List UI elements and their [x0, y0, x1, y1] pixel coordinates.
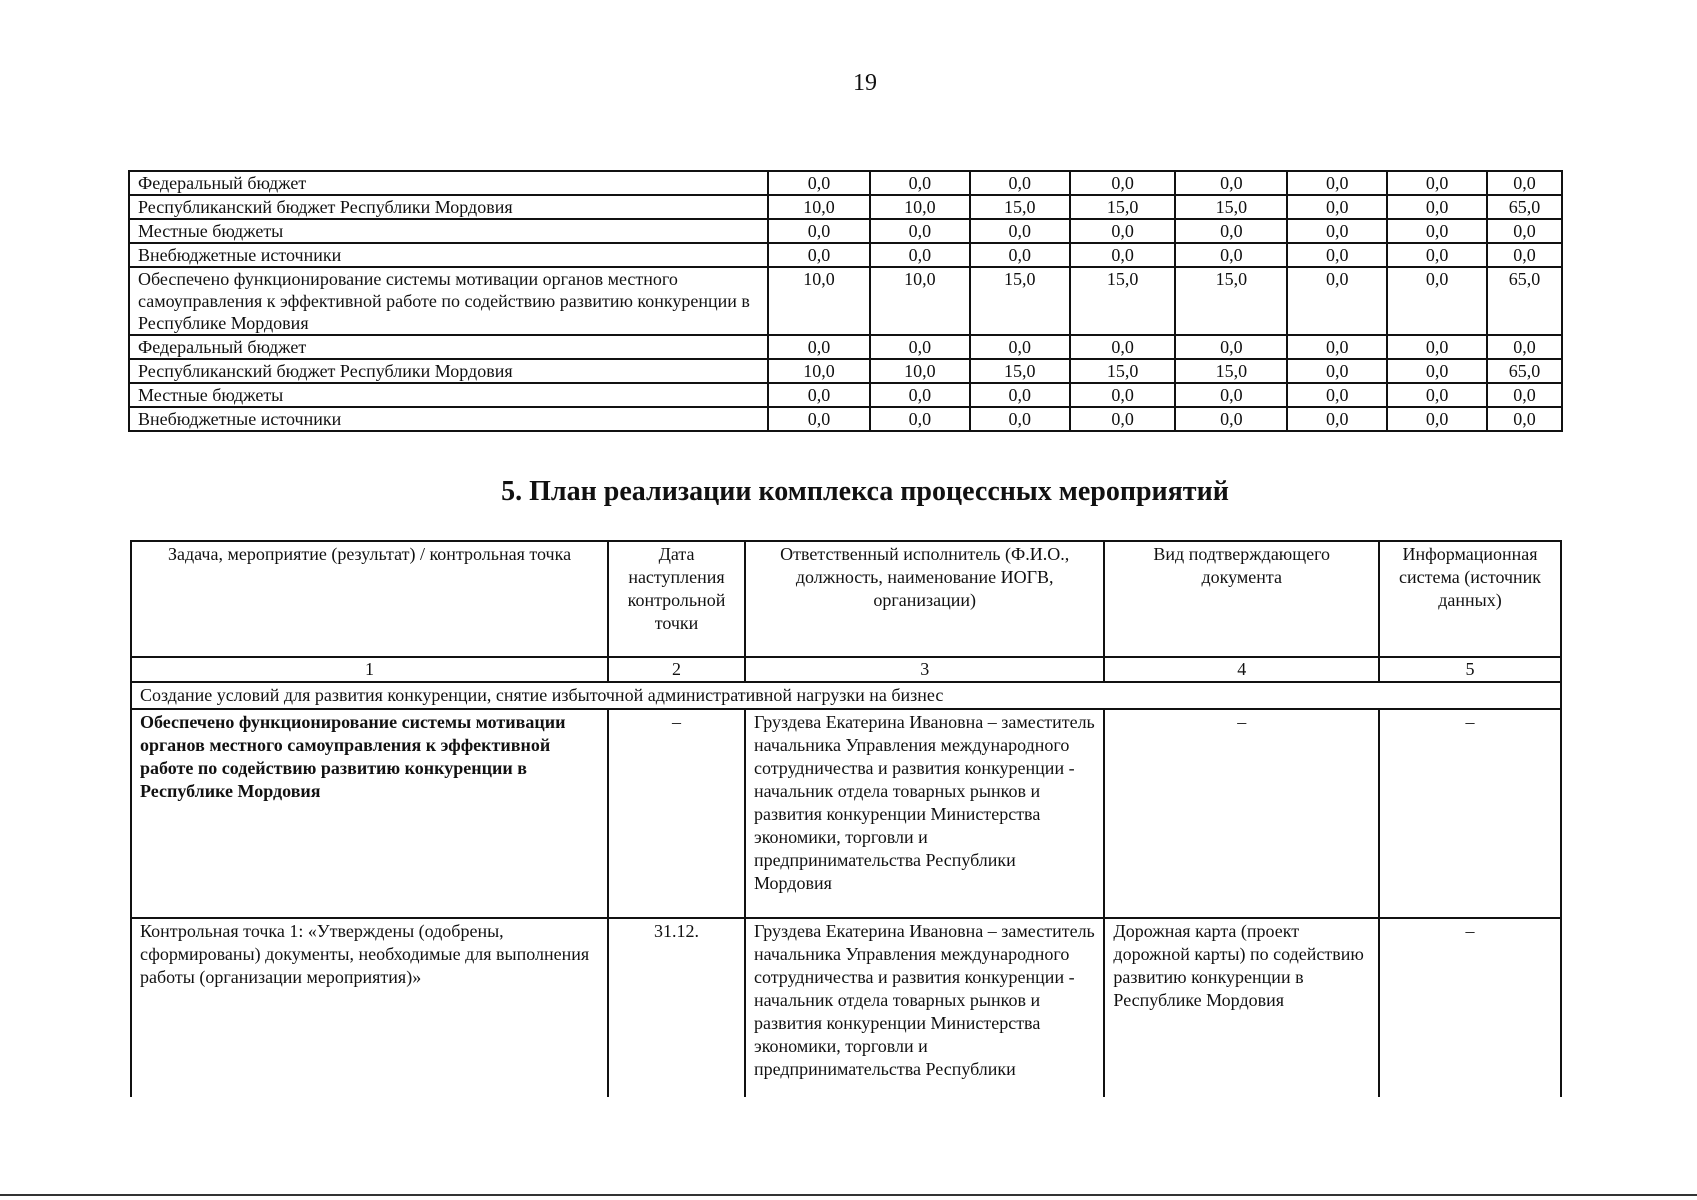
funding-value: 0,0	[1487, 383, 1562, 407]
funding-value: 0,0	[1070, 335, 1176, 359]
funding-row-label: Республиканский бюджет Республики Мордовия	[129, 195, 768, 219]
funding-value: 0,0	[1287, 383, 1387, 407]
funding-value: 15,0	[1175, 267, 1287, 335]
funding-value: 0,0	[1175, 243, 1287, 267]
funding-value: 0,0	[970, 243, 1070, 267]
funding-value: 0,0	[1487, 243, 1562, 267]
funding-value: 0,0	[1387, 219, 1487, 243]
funding-value: 15,0	[1070, 195, 1176, 219]
plan-row-responsible: Груздева Екатерина Ивановна – заместитель начальника Управления международного сотрудничества и развития конкуренции - начальник отдела товарных рынков и развития конкуренции Министерства экономики, торговли и предпринимательства Республики	[745, 918, 1104, 1097]
page-number: 19	[853, 70, 877, 96]
funding-value: 0,0	[870, 383, 970, 407]
funding-value: 0,0	[1287, 267, 1387, 335]
funding-value: 0,0	[870, 335, 970, 359]
plan-row	[131, 918, 1561, 1097]
header-date: Дата наступления контрольной точки	[608, 541, 745, 657]
column-number: 3	[745, 657, 1104, 682]
funding-value: 0,0	[1387, 171, 1487, 195]
plan-row-document: Дорожная карта (проект дорожной карты) по содействию развитию конкуренции в Республике Мордовия	[1104, 918, 1379, 1097]
funding-value: 0,0	[1287, 219, 1387, 243]
funding-row-label: Внебюджетные источники	[129, 407, 768, 431]
section-title: 5. План реализации комплекса процессных мероприятий	[501, 476, 1229, 507]
column-number: 5	[1379, 657, 1561, 682]
header-responsible: Ответственный исполнитель (Ф.И.О., должность, наименование ИОГВ, организации)	[745, 541, 1104, 657]
funding-value: 0,0	[1070, 243, 1176, 267]
funding-value: 0,0	[970, 171, 1070, 195]
funding-row	[129, 383, 1562, 407]
page-bottom-border	[0, 1194, 1697, 1196]
plan-table	[130, 540, 1562, 1097]
funding-value: 10,0	[768, 359, 870, 383]
funding-value: 0,0	[1487, 171, 1562, 195]
funding-value: 0,0	[1070, 407, 1176, 431]
funding-value: 0,0	[1175, 407, 1287, 431]
plan-row-task: Контрольная точка 1: «Утверждены (одобрены, сформированы) документы, необходимые для выполнения работы (организации мероприятия)»	[131, 918, 608, 1097]
funding-value: 15,0	[1175, 195, 1287, 219]
funding-value: 0,0	[970, 407, 1070, 431]
column-number: 4	[1104, 657, 1379, 682]
plan-row-date: –	[608, 709, 745, 918]
funding-row	[129, 335, 1562, 359]
task-row	[131, 682, 1561, 709]
funding-value: 0,0	[1387, 267, 1487, 335]
funding-value: 15,0	[970, 359, 1070, 383]
funding-value: 0,0	[870, 243, 970, 267]
funding-value: 0,0	[1387, 335, 1487, 359]
funding-row	[129, 359, 1562, 383]
column-number: 1	[131, 657, 608, 682]
funding-value: 15,0	[1070, 359, 1176, 383]
funding-value: 0,0	[1287, 359, 1387, 383]
plan-row-date: 31.12.	[608, 918, 745, 1097]
funding-value: 0,0	[1287, 171, 1387, 195]
funding-value: 0,0	[1070, 171, 1176, 195]
funding-value: 0,0	[1387, 359, 1487, 383]
funding-row-label: Обеспечено функционирование системы мотивации органов местного самоуправления к эффективной работе по содействию развитию конкуренции в Республике Мордовия	[129, 267, 768, 335]
funding-row	[129, 195, 1562, 219]
plan-row-system: –	[1379, 918, 1561, 1097]
funding-value: 0,0	[870, 171, 970, 195]
funding-row	[129, 171, 1562, 195]
header-system: Информационная система (источник данных)	[1379, 541, 1561, 657]
funding-value: 0,0	[970, 383, 1070, 407]
funding-value: 15,0	[1175, 359, 1287, 383]
funding-value: 65,0	[1487, 267, 1562, 335]
funding-value: 0,0	[1387, 243, 1487, 267]
funding-row-label: Внебюджетные источники	[129, 243, 768, 267]
funding-value: 0,0	[1487, 335, 1562, 359]
funding-value: 0,0	[1487, 219, 1562, 243]
funding-row	[129, 267, 1562, 335]
funding-value: 0,0	[768, 335, 870, 359]
funding-value: 0,0	[870, 219, 970, 243]
funding-value: 0,0	[1387, 195, 1487, 219]
funding-value: 0,0	[768, 383, 870, 407]
funding-row-label: Местные бюджеты	[129, 383, 768, 407]
funding-row-label: Федеральный бюджет	[129, 171, 768, 195]
funding-value: 0,0	[768, 171, 870, 195]
column-number: 2	[608, 657, 745, 682]
funding-value: 10,0	[768, 267, 870, 335]
funding-value: 0,0	[768, 243, 870, 267]
funding-value: 0,0	[768, 407, 870, 431]
funding-value: 10,0	[870, 359, 970, 383]
funding-value: 0,0	[1287, 335, 1387, 359]
funding-table	[128, 170, 1563, 432]
funding-value: 10,0	[870, 195, 970, 219]
funding-row	[129, 407, 1562, 431]
funding-value: 10,0	[768, 195, 870, 219]
funding-value: 0,0	[1175, 335, 1287, 359]
funding-value: 0,0	[1487, 407, 1562, 431]
funding-value: 0,0	[1387, 383, 1487, 407]
funding-row	[129, 243, 1562, 267]
funding-value: 0,0	[1175, 171, 1287, 195]
funding-value: 0,0	[1287, 195, 1387, 219]
funding-row-label: Федеральный бюджет	[129, 335, 768, 359]
plan-row-document: –	[1104, 709, 1379, 918]
funding-row-label: Местные бюджеты	[129, 219, 768, 243]
funding-value: 0,0	[1287, 243, 1387, 267]
funding-value: 0,0	[1387, 407, 1487, 431]
funding-value: 0,0	[768, 219, 870, 243]
header-task: Задача, мероприятие (результат) / контрольная точка	[131, 541, 608, 657]
funding-value: 0,0	[1070, 219, 1176, 243]
funding-value: 0,0	[1175, 383, 1287, 407]
funding-value: 0,0	[1175, 219, 1287, 243]
plan-row-task: Обеспечено функционирование системы мотивации органов местного самоуправления к эффективной работе по содействию развитию конкуренции в Республике Мордовия	[131, 709, 608, 918]
header-document: Вид подтверждающего документа	[1104, 541, 1379, 657]
plan-header-row	[131, 541, 1561, 657]
funding-value: 0,0	[970, 219, 1070, 243]
funding-row-label: Республиканский бюджет Республики Мордовия	[129, 359, 768, 383]
task-title: Создание условий для развития конкуренции, снятие избыточной административной нагрузки на бизнес	[131, 682, 1561, 709]
funding-value: 0,0	[870, 407, 970, 431]
funding-value: 65,0	[1487, 359, 1562, 383]
plan-row-system: –	[1379, 709, 1561, 918]
funding-value: 10,0	[870, 267, 970, 335]
funding-row	[129, 219, 1562, 243]
plan-row	[131, 709, 1561, 918]
funding-value: 15,0	[1070, 267, 1176, 335]
funding-value: 15,0	[970, 195, 1070, 219]
column-number-row	[131, 657, 1561, 682]
funding-value: 0,0	[1070, 383, 1176, 407]
funding-value: 0,0	[970, 335, 1070, 359]
funding-value: 0,0	[1287, 407, 1387, 431]
funding-value: 15,0	[970, 267, 1070, 335]
funding-value: 65,0	[1487, 195, 1562, 219]
plan-row-responsible: Груздева Екатерина Ивановна – заместитель начальника Управления международного сотрудничества и развития конкуренции - начальник отдела товарных рынков и развития конкуренции Министерства экономики, торговли и предпринимательства Республики Мордовия	[745, 709, 1104, 918]
